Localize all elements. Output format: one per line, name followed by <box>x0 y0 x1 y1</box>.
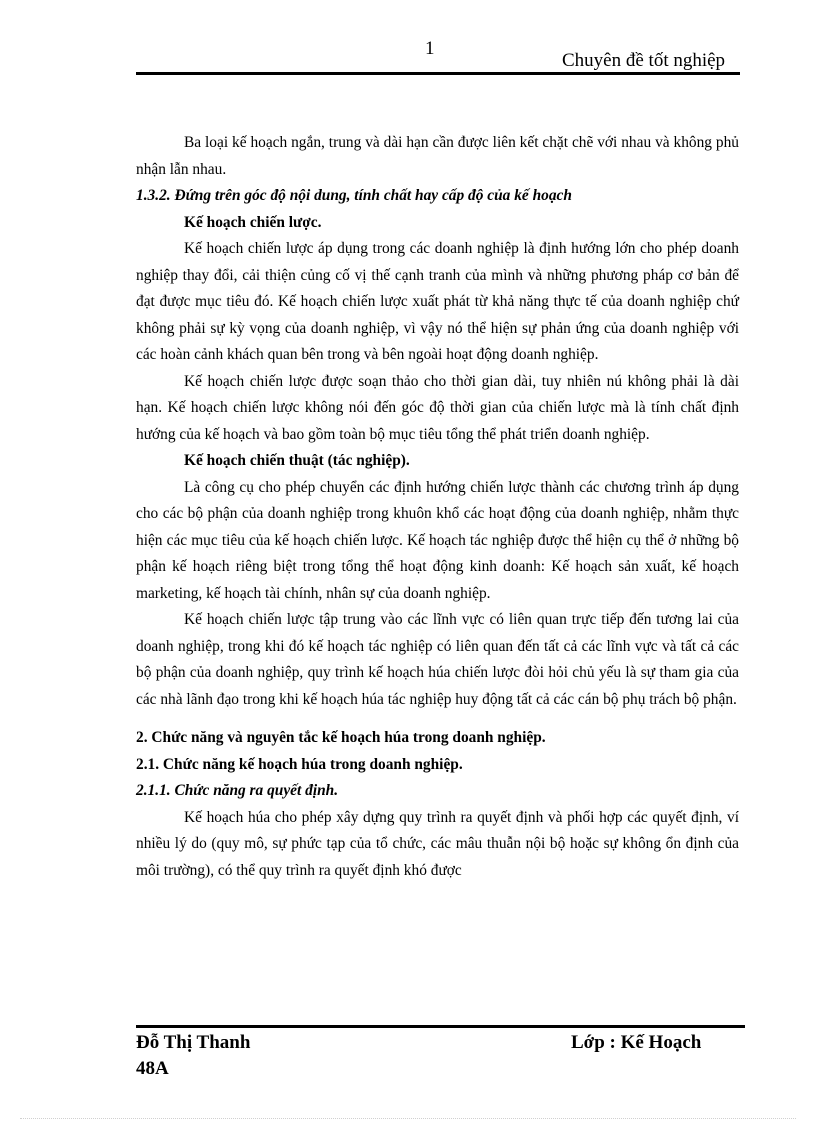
section-heading-2: 2. Chức năng và nguyên tắc kế hoạch húa trong doanh nghiệp. <box>136 729 546 746</box>
heading-tactical-plan: Kế hoạch chiến thuật (tác nghiệp). <box>184 452 410 469</box>
heading-strategic-plan: Kế hoạch chiến lược. <box>184 213 322 231</box>
paragraph: Kế hoạch húa cho phép xây dựng quy trình ra quyết định và phối hợp các quyết định, ví nhiều lý do (quy mô, sự phức tạp của tổ chức, các mâu thuẫn nội bộ hoặc sự không ổn định của môi trường), có thể quy trình ra quyết định khó được <box>136 808 739 879</box>
class-code: 48A <box>136 1058 169 1079</box>
section-heading-1-3-2: 1.3.2. Đứng trên góc độ nội dung, tính chất hay cấp độ của kế hoạch <box>136 187 572 204</box>
paragraph: Kế hoạch chiến lược được soạn thảo cho thời gian dài, tuy nhiên nú không phải là dài hạn. Kế hoạch chiến lược không nói đến góc độ thời gian của chiến lược mà là tính chất định hướng của kế hoạch và bao gồm toàn bộ mục tiêu tổng thể phát triển doanh nghiệp. <box>136 372 739 443</box>
paragraph: Ba loại kế hoạch ngắn, trung và dài hạn cần được liên kết chặt chẽ với nhau và không phủ nhận lẫn nhau. <box>136 134 739 178</box>
page-edge <box>20 1118 796 1119</box>
paragraph: Kế hoạch chiến lược tập trung vào các lĩnh vực có liên quan trực tiếp đến tương lai của doanh nghiệp, trong khi đó kế hoạch tác nghiệp có liên quan đến tất cả các lĩnh vực và tất cả các bộ phận của doanh nghiệp, quy trình kế hoạch húa chiến lược đòi hỏi chủ yếu là sự tham gia của các nhà lãnh đạo trong khi kế hoạch húa tác nghiệp huy động tất cả các cán bộ phụ trách bộ phận. <box>136 611 739 708</box>
paragraph: Kế hoạch chiến lược áp dụng trong các doanh nghiệp là định hướng lớn cho phép doanh nghiệp thay đổi, cải thiện củng cố vị thế cạnh tranh của mình và những phương pháp cơ bản để đạt được mục tiêu đó. Kế hoạch chiến lược xuất phát từ khả năng thực tế của doanh nghiệp chứ không phải sự kỳ vọng của doanh nghiệp, vì vậy nó thể hiện sự phản ứng của doanh nghiệp với các hoàn cảnh khách quan bên trong và bên ngoài hoạt động doanh nghiệp. <box>136 240 739 363</box>
footer-class: Lớp : Kế Hoạch <box>571 1032 702 1053</box>
author-name: Đỗ Thị Thanh <box>136 1032 251 1053</box>
header-title: Chuyên đề tốt nghiệp <box>562 50 726 71</box>
section-heading-2-1-1: 2.1.1. Chức năng ra quyết định. <box>136 782 339 799</box>
footer-author <box>136 1030 250 1082</box>
section-heading-2-1: 2.1. Chức năng kế hoạch húa trong doanh nghiệp. <box>136 755 463 773</box>
page-number: 1 <box>425 38 435 59</box>
footer-rule <box>136 1025 745 1028</box>
document-body <box>136 130 739 884</box>
header-rule <box>136 72 740 75</box>
paragraph: Là công cụ cho phép chuyển các định hướng chiến lược thành các chương trình áp dụng cho các bộ phận của doanh nghiệp trong khuôn khổ các hoạt động của doanh nghiệp, nhằm thực hiện các mục tiêu của kế hoạch chiến lược. Kế hoạch tác nghiệp được thể hiện cụ thể ở những bộ phận kế hoạch riêng biệt trong tổng thể hoạt động kinh doanh: Kế hoạch sản xuất, kế hoạch marketing, kế hoạch tài chính, nhân sự của doanh nghiệp. <box>136 478 739 602</box>
